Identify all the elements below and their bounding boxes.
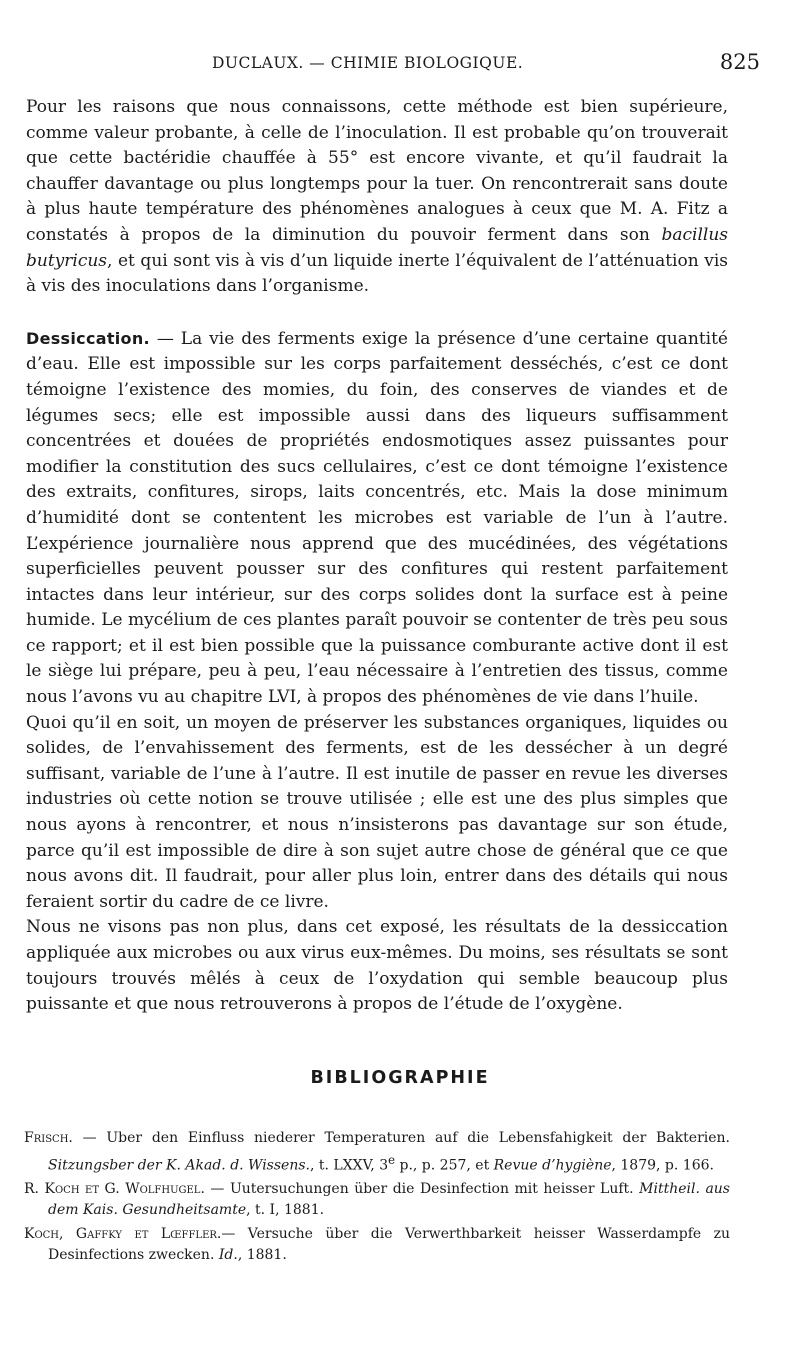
bib-text: , t. I, 1881. [246, 1202, 325, 1219]
section-heading-dessiccation: Dessiccation. [26, 328, 150, 348]
bib-text: , 1881. [237, 1247, 287, 1264]
bib-author: R. Koch et G. Wolfhugel. [24, 1180, 205, 1197]
bacillus-name: bacillus butyricus [26, 224, 728, 271]
bibliography-entry-frisch [24, 1128, 730, 1177]
bibliography-heading: BIBLIOGRAPHIE [310, 1068, 490, 1088]
paragraph-gap [26, 300, 728, 326]
page-number: 825 [719, 50, 760, 74]
bib-journal: Sitzungsber der K. Akad. d. Wissens. [48, 1157, 310, 1174]
bibliography-entry-koch-wolfhugel [24, 1179, 730, 1222]
bib-journal: Id. [218, 1247, 238, 1264]
bib-text: p., p. 257, et [395, 1157, 494, 1174]
bib-text: , 1879, p. 166. [611, 1157, 714, 1174]
bib-text: — Versuche über die Verwerthbarkeit heisser Wasserdampfe zu Desinfections zwecken. [48, 1225, 731, 1264]
paragraph-fitz-end: , et qui sont vis à vis d’un liquide inerte l’équivalent de l’atténuation vis à vis des inoculations dans l’organisme. [26, 250, 728, 297]
bib-text: , t. LXXV, 3 [309, 1157, 389, 1174]
bib-author: Frisch. [24, 1130, 73, 1146]
paragraph-preservation: Quoi qu’il en soit, un moyen de préserver les substances organiques, liquides ou solides, de l’envahissement des ferments, est de les dessécher à un degré suffisant, variable de l’une à l’autre. Il est inutile de passer en revue les diverses industries où cette notion se trouve utilisée ; elle est une des plus simples que nous ayons à rencontrer, et nous n’insisterons pas davantage sur son étude, parce qu’il est impossible de dire à son sujet autre chose de général que ce que nous avons dit. Il faudrait, pour aller plus loin, entrer dans des détails qui nous feraient sortir du cadre de ce livre. [26, 712, 728, 912]
running-head [200, 52, 760, 78]
paragraph-dessiccation-text: — La vie des ferments exige la présence d’une certaine quantité d’eau. Elle est impossible sur les corps parfaitement desséchés, c’est ce dont témoigne l’existence des momies, du foin, des conserves de viandes et de légumes secs; elle est impossible aussi dans des liqueurs suffisamment concentrées et douées de propriétés endosmotiques assez puissantes pour modifier la constitution des sucs cellulaires, c’est ce dont témoigne l’existence des extraits, confitures, sirops, laits concentrés, etc. Mais la dose minimum d’humidité dont se contentent les microbes est variable de l’un à l’autre. L’expérience journalière nous apprend que des mucédinées, des végétations superficielles peuvent pousser sur des confitures qui restent parfaitement intactes dans leur intérieur, sur des corps solides dont la surface est à peine humide. Le mycélium de ces plantes paraît pouvoir se contenter de très peu sous ce rapport; et il est bien possible que la puissance comburante active dont il est le siège lui prépare, peu à peu, l’eau nécessaire à l’entretien des tissus, comme nous l’avons vu au chapitre LVI, à propos des phénomènes de vie dans l’huile. [26, 328, 728, 708]
paragraph-fitz-text: Pour les raisons que nous connaissons, cette méthode est bien supérieure, comme valeur probante, à celle de l’inoculation. Il est probable qu’on trouverait que cette bactéridie chauffée à 55° est encore vivante, et qu’il faudrait la chauffer davantage ou plus longtemps pour la tuer. On rencontrerait sans doute à plus haute température des phénomènes analogues à ceux que M. A. Fitz a constatés à propos de la diminution du pouvoir ferment dans son [26, 97, 728, 245]
paragraph-fitz [26, 95, 728, 300]
running-title: DUCLAUX. — CHIMIE BIOLOGIQUE. [212, 54, 524, 72]
paragraph-microbes: Nous ne visons pas non plus, dans cet exposé, les résultats de la dessiccation appliquée aux microbes ou aux virus eux-mêmes. Du moins, ses résultats se sont toujours trouvés mêlés à ceux de l’oxydation qui semble beaucoup plus puissante et que nous retrouverons à propos de l’étude de l’oxygène. [26, 917, 728, 1015]
bib-superscript: e [388, 1152, 396, 1167]
bib-journal: Mittheil. aus dem Kais. Gesundheitsamte [48, 1180, 730, 1219]
bib-journal: Revue d’hygiène [493, 1157, 612, 1174]
bibliography-entry-koch-gaffky-loeffler [24, 1224, 730, 1267]
bibliography [24, 1128, 730, 1269]
bib-text: — Uutersuchungen über die Desinfection mit heisser Luft. [204, 1180, 640, 1197]
paragraph-dessiccation [26, 326, 728, 711]
bib-author: Koch, Gaffky et Lœffler. [24, 1225, 222, 1242]
bib-text: — Uber den Einfluss niederer Temperaturen auf die Lebensfahigkeit der Bakterien. [72, 1130, 730, 1146]
body-text [26, 95, 728, 1018]
